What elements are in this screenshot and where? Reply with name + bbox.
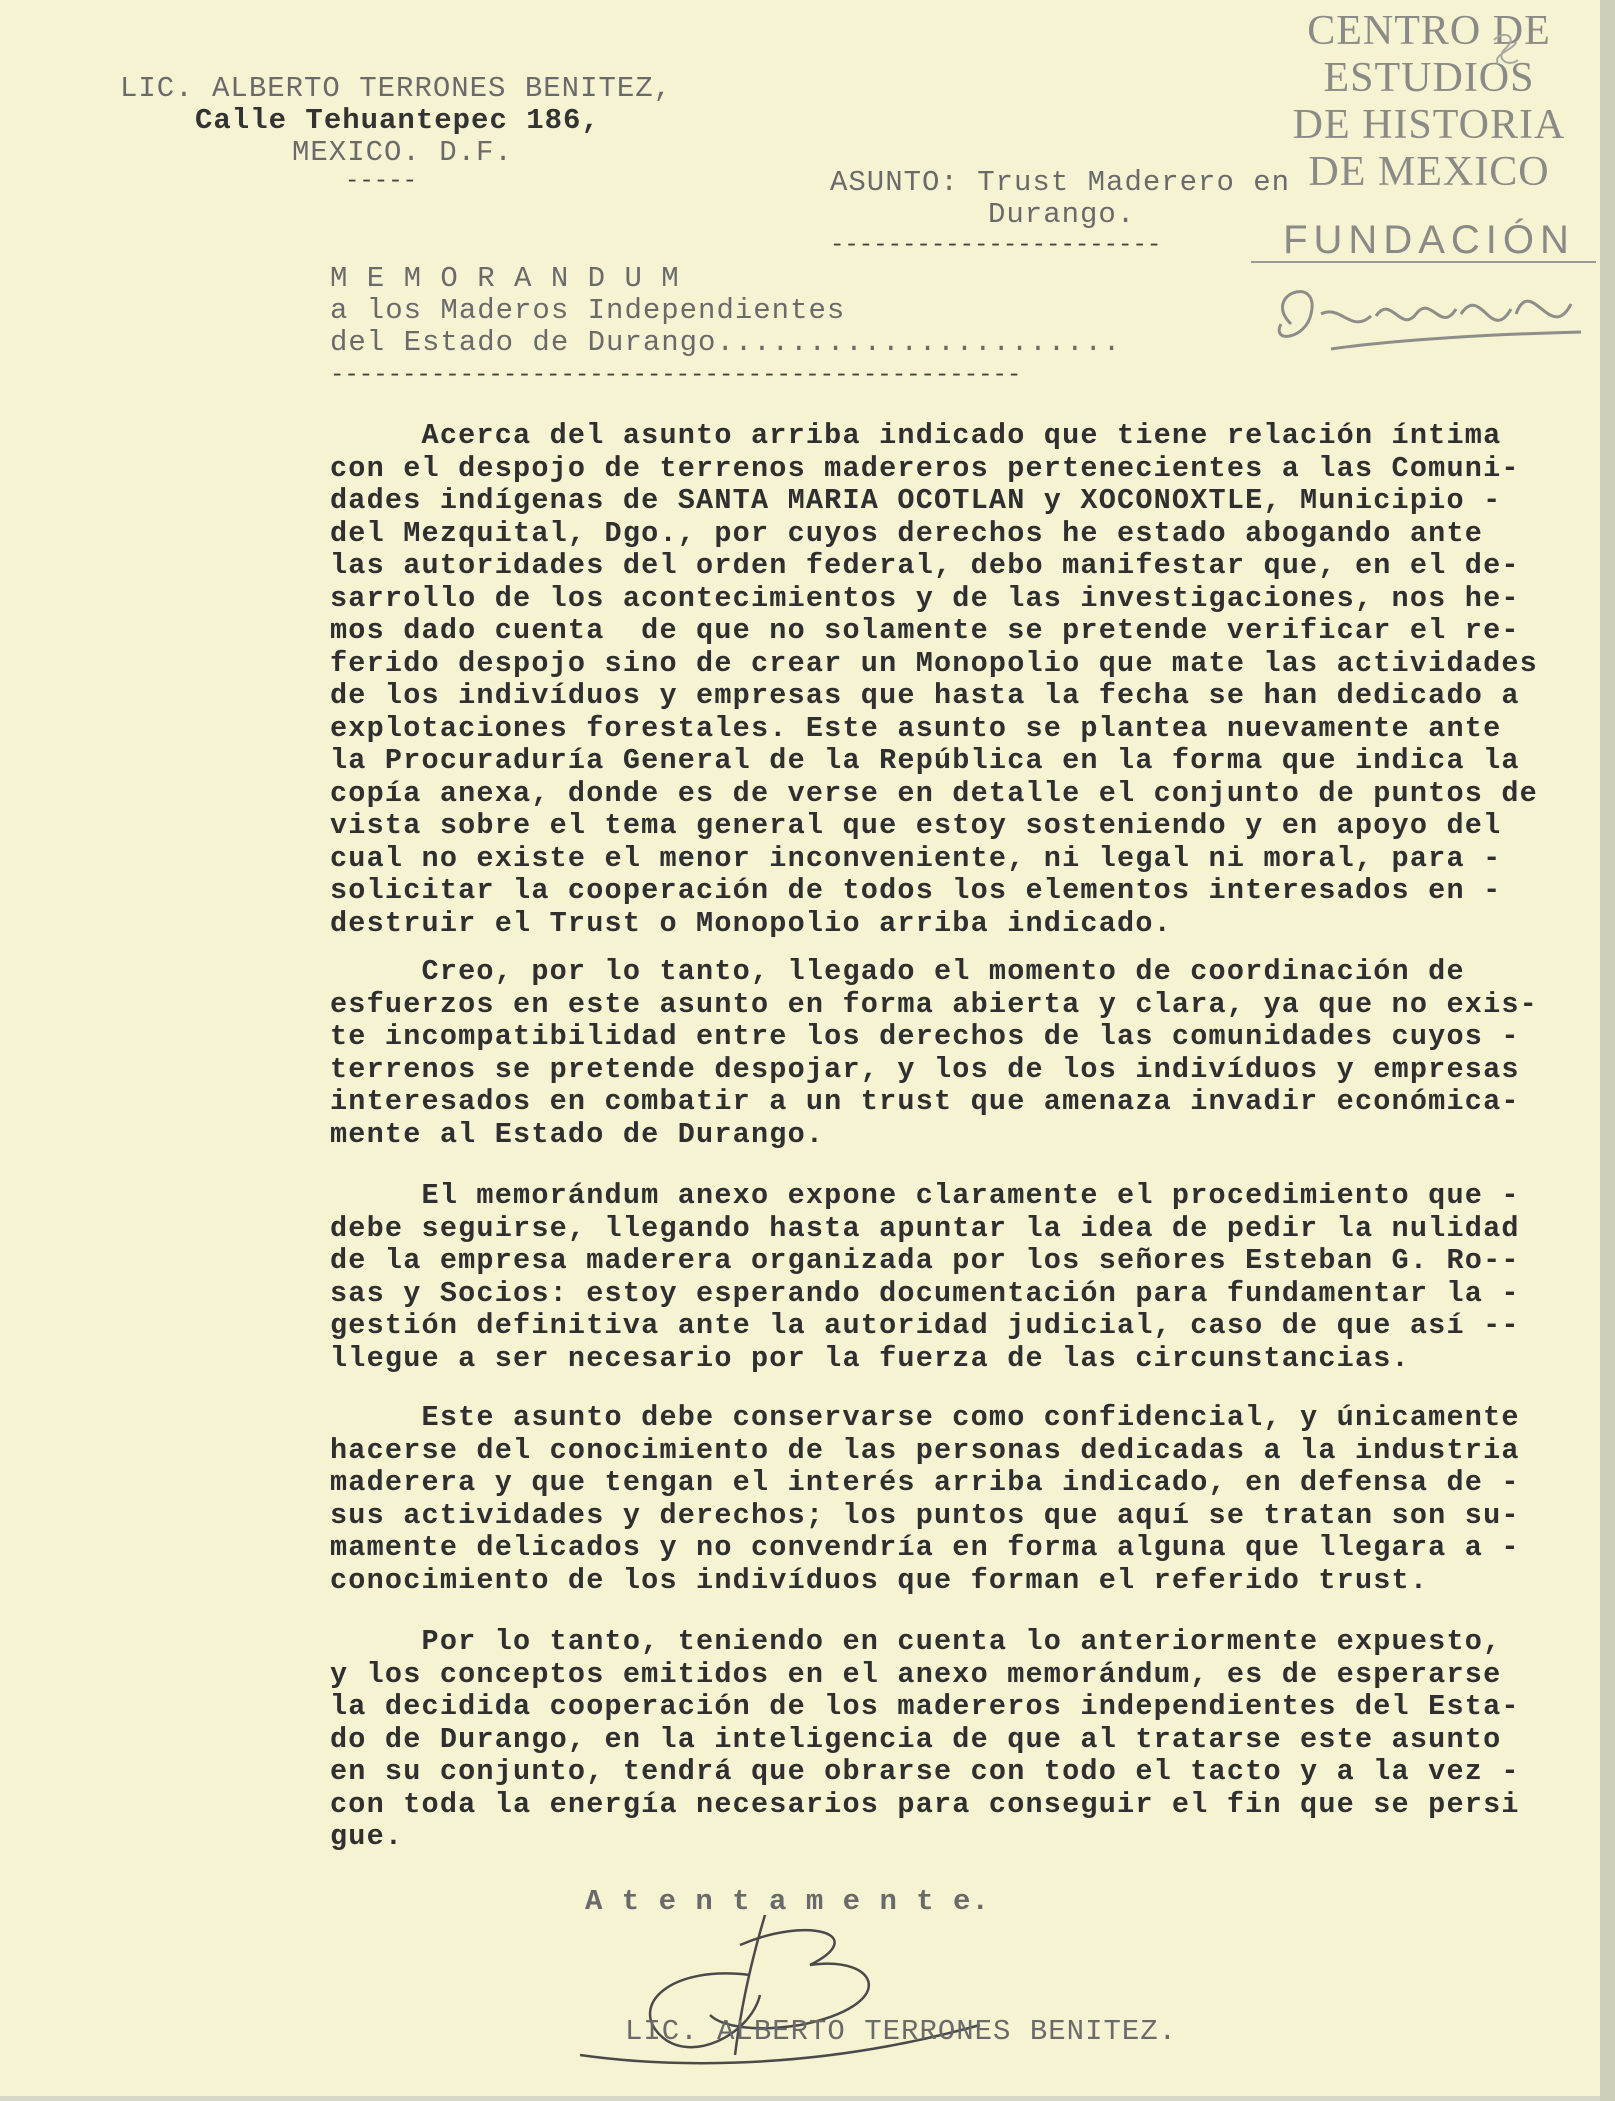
- memo-recipient-line-2: del Estado de Durango......................: [330, 326, 1122, 359]
- subject-line: ASUNTO: Trust Maderero en: [830, 166, 1291, 199]
- closing-salutation: A t e n t a m e n t e.: [585, 1885, 990, 1918]
- subject-line-2: Durango.: [988, 198, 1136, 231]
- text-line: destruir el Trust o Monopolio arriba indicado.: [330, 906, 1172, 940]
- foundation-signature-logo: [1251, 254, 1596, 374]
- paragraph-3: [330, 1180, 1580, 1375]
- text-line: y los conceptos emitidos en el anexo memorándum, es de esperarse: [330, 1657, 1502, 1691]
- text-line: la Procuraduría General de la República en la forma que indica la: [330, 744, 1520, 777]
- text-line: de los indivíduos y empresas que hasta la fecha se han dedicado a: [330, 679, 1520, 712]
- text-line: con toda la energía necesarios para conseguir el fin que se persi: [330, 1787, 1520, 1821]
- text-line: Por lo tanto, teniendo en cuenta lo anteriormente expuesto,: [330, 1625, 1502, 1658]
- text-line: hacerse del conocimiento de las personas dedicadas a la industria: [330, 1433, 1520, 1467]
- stamp-foundation: FUNDACIÓN: [1283, 218, 1575, 262]
- text-line: copía anexa, donde es de verse en detalle el conjunto de puntos de: [330, 776, 1538, 810]
- handwritten-signature: [550, 1905, 1010, 2095]
- text-line: maderera y que tengan el interés arriba indicado, en defensa de -: [330, 1466, 1520, 1499]
- sender-rule: -----: [345, 168, 418, 195]
- text-line: llegue a ser necesario por la fuerza de las circunstancias.: [330, 1341, 1410, 1375]
- text-line: sas y Socios: estoy esperando documentación para fundamentar la -: [330, 1276, 1520, 1310]
- text-line: de la empresa maderera organizada por los señores Esteban G. Ro--: [330, 1244, 1520, 1277]
- text-line: terrenos se pretende despojar, y los de los indivíduos y empresas: [330, 1052, 1520, 1086]
- closing-signatory: LIC. ALBERTO TERRONES BENITEZ.: [625, 2015, 1178, 2048]
- text-line: gue.: [330, 1820, 404, 1853]
- stamp-line: CENTRO DE: [1307, 8, 1551, 54]
- text-line: explotaciones forestales. Este asunto se plantea nuevamente ante: [330, 711, 1502, 745]
- paragraph-2: [330, 956, 1580, 1151]
- archive-stamp: [1264, 8, 1594, 263]
- text-line: sarrollo de los acontecimientos y de las investigaciones, nos he-: [330, 581, 1520, 615]
- sender-name: LIC. ALBERTO TERRONES BENITEZ,: [120, 72, 673, 105]
- paragraph-1: [330, 420, 1580, 940]
- stamp-line: DE MEXICO: [1308, 149, 1550, 195]
- text-line: Creo, por lo tanto, llegado el momento de coordinación de: [330, 955, 1465, 988]
- text-line: Este asunto debe conservarse como confidencial, y únicamente: [330, 1401, 1520, 1434]
- paragraph-5: [330, 1626, 1580, 1854]
- page-edge: [1600, 0, 1615, 2101]
- text-line: do de Durango, en la inteligencia de que al tratarse este asunto: [330, 1722, 1502, 1756]
- text-line: te incompatibilidad entre los derechos de las comunidades cuyos -: [330, 1020, 1520, 1053]
- handwritten-mark: [1488, 30, 1524, 70]
- text-line: cual no existe el menor inconveniente, ni legal ni moral, para -: [330, 841, 1502, 875]
- text-line: vista sobre el tema general que estoy sosteniendo y en apoyo del: [330, 809, 1502, 842]
- text-line: con el despojo de terrenos madereros pertenecientes a las Comuni-: [330, 451, 1520, 485]
- text-line: dades indígenas de SANTA MARIA OCOTLAN y XOCONOXTLE, Municipio -: [330, 484, 1502, 517]
- stamp-line: ESTUDIOS: [1323, 55, 1535, 101]
- text-line: mamente delicados y no convendría en forma alguna que llegara a -: [330, 1531, 1520, 1564]
- memo-title: M E M O R A N D U M: [330, 262, 680, 295]
- memo-rule: ------------------------------------------------: [330, 362, 1022, 389]
- text-line: debe seguirse, llegando hasta apuntar la idea de pedir la nulidad: [330, 1211, 1520, 1245]
- text-line: gestión definitiva ante la autoridad judicial, caso de que así --: [330, 1309, 1520, 1342]
- text-line: la decidida cooperación de los madereros independientes del Esta-: [330, 1690, 1520, 1723]
- text-line: interesados en combatir a un trust que amenaza invadir económica-: [330, 1085, 1520, 1118]
- memo-recipient-line-1: a los Maderos Independientes: [330, 294, 846, 327]
- text-line: sus actividades y derechos; los puntos que aquí se tratan son su-: [330, 1498, 1520, 1532]
- text-line: ferido despojo sino de crear un Monopolio que mate las actividades: [330, 646, 1538, 680]
- text-line: esfuerzos en este asunto en forma abierta y clara, ya que no exis-: [330, 987, 1538, 1021]
- sender-street: Calle Tehuantepec 186,: [195, 104, 600, 137]
- text-line: del Mezquital, Dgo., por cuyos derechos he estado abogando ante: [330, 516, 1484, 550]
- text-line: solicitar la cooperación de todos los elementos interesados en -: [330, 874, 1502, 907]
- text-line: conocimiento de los indivíduos que forman el referido trust.: [330, 1563, 1429, 1597]
- text-line: Acerca del asunto arriba indicado que tiene relación íntima: [330, 419, 1502, 452]
- text-line: El memorándum anexo expone claramente el procedimiento que -: [330, 1179, 1520, 1212]
- text-line: en su conjunto, tendrá que obrarse con todo el tacto y a la vez -: [330, 1755, 1520, 1788]
- text-line: mente al Estado de Durango.: [330, 1117, 825, 1151]
- paragraph-4: [330, 1402, 1580, 1597]
- subject-rule: -----------------------: [830, 232, 1162, 259]
- text-line: las autoridades del orden federal, debo manifestar que, en el de-: [330, 549, 1520, 582]
- stamp-line: DE HISTORIA: [1292, 102, 1566, 148]
- sender-city: MEXICO. D.F.: [292, 136, 513, 169]
- text-line: mos dado cuenta de que no solamente se pretende verificar el re-: [330, 614, 1520, 647]
